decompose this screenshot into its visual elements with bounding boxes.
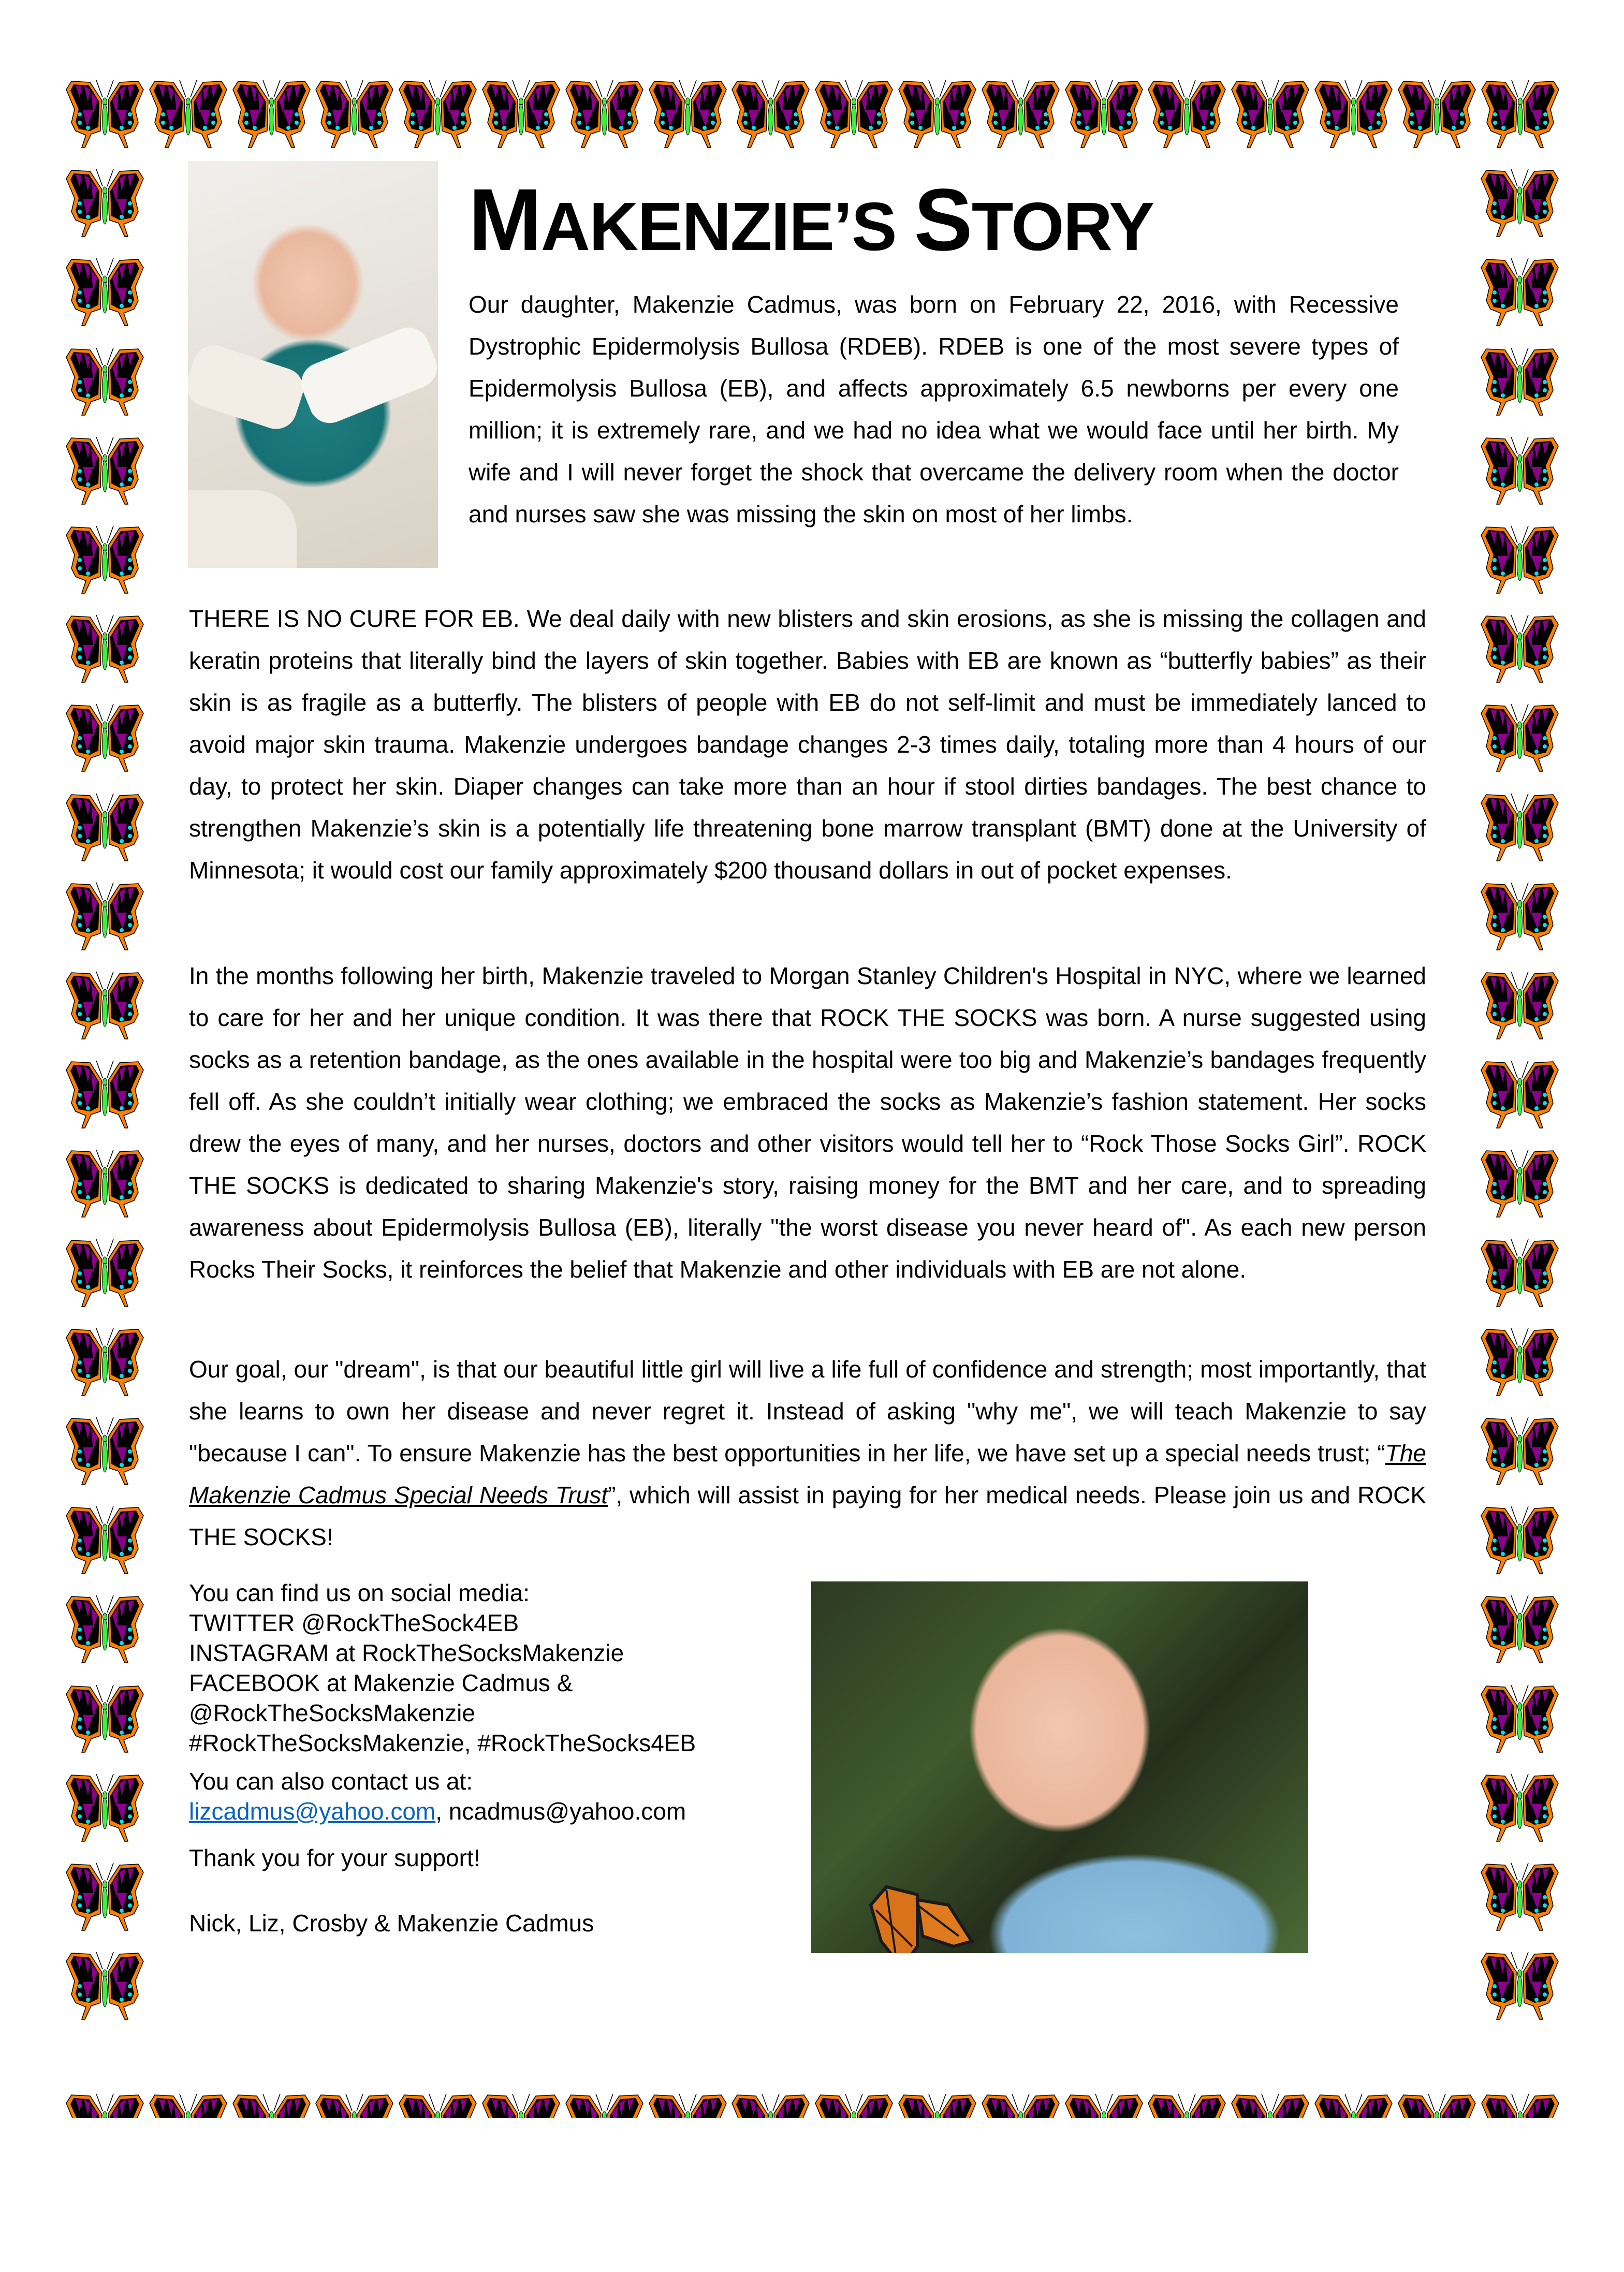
butterfly-icon [314, 2093, 395, 2118]
butterfly-icon [1479, 1149, 1560, 1219]
butterfly-icon [1479, 1238, 1560, 1308]
butterfly-icon [564, 79, 645, 149]
butterfly-icon [231, 2093, 312, 2118]
butterfly-icon [1396, 79, 1477, 149]
butterfly-icon [64, 971, 145, 1040]
butterfly-icon [64, 1327, 145, 1397]
butterfly-icon [1313, 79, 1394, 149]
photo-smiling-baby [188, 161, 438, 568]
butterfly-icon [1479, 1684, 1560, 1754]
butterfly-icon [1063, 2093, 1145, 2118]
butterfly-icon [64, 1505, 145, 1575]
goal-paragraph [189, 1348, 1426, 1558]
butterfly-icon [231, 79, 312, 149]
email-nick: ncadmus@yahoo.com [448, 1798, 686, 1825]
butterfly-icon [64, 1416, 145, 1486]
title-smallcaps-2: TORY [971, 188, 1154, 265]
intro-paragraph: Our daughter, Makenzie Cadmus, was born on February 22, 2016, with Recessive Dystrophic Epidermolysis Bullosa (RDEB). RDEB is one of the most severe types of Epidermolysis Bullosa (EB), and affects approximately 6.5 newborns per every one million; it is extremely rare, and we had no idea what we would face until her birth. My wife and I will never forget the shock that overcame the delivery room when the doctor and nurses saw she was missing the skin on most of her limbs. [469, 291, 1399, 527]
butterfly-icon [1063, 79, 1145, 149]
butterfly-icon [1479, 1060, 1560, 1130]
butterfly-icon [64, 1773, 145, 1843]
butterfly-icon [64, 703, 145, 773]
butterfly-icon [1479, 793, 1560, 862]
butterfly-icon [1479, 882, 1560, 951]
butterfly-icon [1479, 703, 1560, 773]
butterfly-icon [64, 1060, 145, 1130]
butterfly-icon [1479, 1327, 1560, 1397]
contact-heading: You can also contact us at: [189, 1768, 473, 1795]
butterfly-icon [980, 2093, 1061, 2118]
butterfly-icon [64, 79, 145, 149]
butterfly-icon [1479, 1505, 1560, 1575]
butterfly-icon [64, 1594, 145, 1664]
butterfly-icon [64, 1684, 145, 1754]
sock-bandage-right [295, 321, 438, 429]
butterfly-icon [813, 2093, 895, 2118]
butterfly-icon [647, 2093, 728, 2118]
butterfly-icon [64, 1951, 145, 2021]
butterfly-icon [314, 79, 395, 149]
butterfly-icon [64, 793, 145, 862]
social-instagram: INSTAGRAM at RockTheSocksMakenzie [189, 1639, 624, 1666]
butterfly-icon [1146, 79, 1227, 149]
page-title [469, 171, 1154, 269]
trust-name: The Makenzie Cadmus Special Needs Trust [189, 1440, 1426, 1508]
butterfly-icon [64, 614, 145, 684]
butterfly-icon [1230, 2093, 1311, 2118]
title-cap-m: M [469, 171, 541, 269]
butterfly-icon [1479, 347, 1560, 417]
monarch-butterfly-icon [866, 1884, 974, 1953]
title-smallcaps-1: AKENZIE’S [540, 188, 914, 265]
butterfly-icon [64, 436, 145, 506]
sock-bandage-left [188, 340, 309, 434]
thank-you-line: Thank you for your support! [189, 1844, 480, 1871]
social-heading: You can find us on social media: [189, 1579, 530, 1606]
butterfly-icon [1479, 525, 1560, 595]
butterfly-icon [64, 525, 145, 595]
butterfly-icon [64, 1149, 145, 1219]
social-facebook: FACEBOOK at Makenzie Cadmus & [189, 1669, 573, 1696]
butterfly-icon [148, 2093, 229, 2118]
email-separator: , [435, 1798, 449, 1825]
butterfly-icon [897, 2093, 978, 2118]
butterfly-icon [730, 79, 811, 149]
contact-block [189, 1766, 686, 1826]
signoff-line: Nick, Liz, Crosby & Makenzie Cadmus [189, 1910, 594, 1937]
contact-emails [189, 1796, 686, 1826]
butterfly-icon [647, 79, 728, 149]
social-twitter: TWITTER @RockTheSock4EB [189, 1609, 519, 1636]
butterfly-icon [64, 347, 145, 417]
butterfly-icon [480, 2093, 562, 2118]
butterfly-icon [1479, 614, 1560, 684]
butterfly-icon [1230, 79, 1311, 149]
butterfly-icon [480, 79, 562, 149]
butterfly-icon [980, 79, 1061, 149]
bandaged-leg [188, 490, 297, 568]
butterfly-icon [1479, 257, 1560, 327]
butterfly-border-bottom [0, 2093, 1624, 2118]
butterfly-icon [1479, 168, 1560, 238]
butterfly-icon [64, 168, 145, 238]
butterfly-icon [1479, 1416, 1560, 1486]
goal-text-end: ”, which will assist in paying for her medical needs. Please join us and ROCK THE SOCKS! [189, 1482, 1427, 1550]
butterfly-icon [397, 79, 478, 149]
butterfly-icon [564, 2093, 645, 2118]
butterfly-icon [1479, 1862, 1560, 1932]
butterfly-icon [813, 79, 895, 149]
butterfly-icon [64, 257, 145, 327]
butterfly-icon [64, 1862, 145, 1932]
email-link-liz[interactable]: lizcadmus@yahoo.com [189, 1798, 436, 1825]
title-cap-s: S [914, 171, 972, 269]
no-cure-paragraph: THERE IS NO CURE FOR EB. We deal daily with new blisters and skin erosions, as she is missing the collagen and keratin proteins that literally bind the layers of skin together. Babies with EB are known as “butterfly babies” as their skin is as fragile as a butterfly. The blisters of people with EB do not self-limit and must be immediately lanced to avoid major skin trauma. Makenzie undergoes bandage changes 2-3 times daily, totaling more than 4 hours of our day, to protect her skin. Diaper changes can take more than an hour if stool dirties bandages. The best chance to strengthen Makenzie’s skin is a potentially life threatening bone marrow transplant (BMT) done at the University of Minnesota; it would cost our family approximately $200 thousand dollars in out of pocket expenses. [189, 605, 1426, 884]
butterfly-icon [730, 2093, 811, 2118]
butterfly-icon [1479, 971, 1560, 1040]
butterfly-icon [64, 1238, 145, 1308]
butterfly-icon [1313, 2093, 1394, 2118]
butterfly-icon [148, 79, 229, 149]
butterfly-icon [64, 2093, 145, 2118]
butterfly-icon [64, 882, 145, 951]
butterfly-icon [1479, 1594, 1560, 1664]
rock-the-socks-paragraph: In the months following her birth, Makenzie traveled to Morgan Stanley Children's Hospital in NYC, where we learned to care for her and her unique condition. It was there that ROCK THE SOCKS was born. A nurse suggested using socks as a retention bandage, as the ones available in the hospital were too big and Makenzie’s bandages frequently fell off. As she couldn’t initially wear clothing; we embraced the socks as Makenzie’s fashion statement. Her socks drew the eyes of many, and her nurses, doctors and other visitors would tell her to “Rock Those Socks Girl”. ROCK THE SOCKS is dedicated to sharing Makenzie's story, raising money for the BMT and her care, and to spreading awareness about Epidermolysis Bullosa (EB), literally "the worst disease you never heard of". As each new person Rocks Their Socks, it reinforces the belief that Makenzie and other individuals with EB are not alone. [189, 962, 1426, 1283]
social-hashtags: #RockTheSocksMakenzie, #RockTheSocks4EB [189, 1729, 696, 1756]
goal-text-start: Our goal, our "dream", is that our beautiful little girl will live a life full of confidence and strength; most importantly, that she learns to own her disease and never regret it. Instead of asking "why me", we will teach Makenzie to say "because I can". To ensure Makenzie has the best opportunities in her life, we have set up a special needs trust; “ [189, 1356, 1426, 1467]
butterfly-icon [1479, 1773, 1560, 1843]
social-facebook-handle: @RockTheSocksMakenzie [189, 1699, 475, 1726]
photo-baby-with-monarch [811, 1581, 1308, 1953]
butterfly-icon [1479, 1951, 1560, 2021]
butterfly-icon [1146, 2093, 1227, 2118]
butterfly-icon [1480, 2093, 1561, 2118]
butterfly-icon [897, 79, 978, 149]
social-media-block [189, 1578, 696, 1758]
butterfly-icon [397, 2093, 478, 2118]
butterfly-icon [1480, 79, 1561, 149]
butterfly-icon [1479, 436, 1560, 506]
butterfly-icon [1396, 2093, 1477, 2118]
